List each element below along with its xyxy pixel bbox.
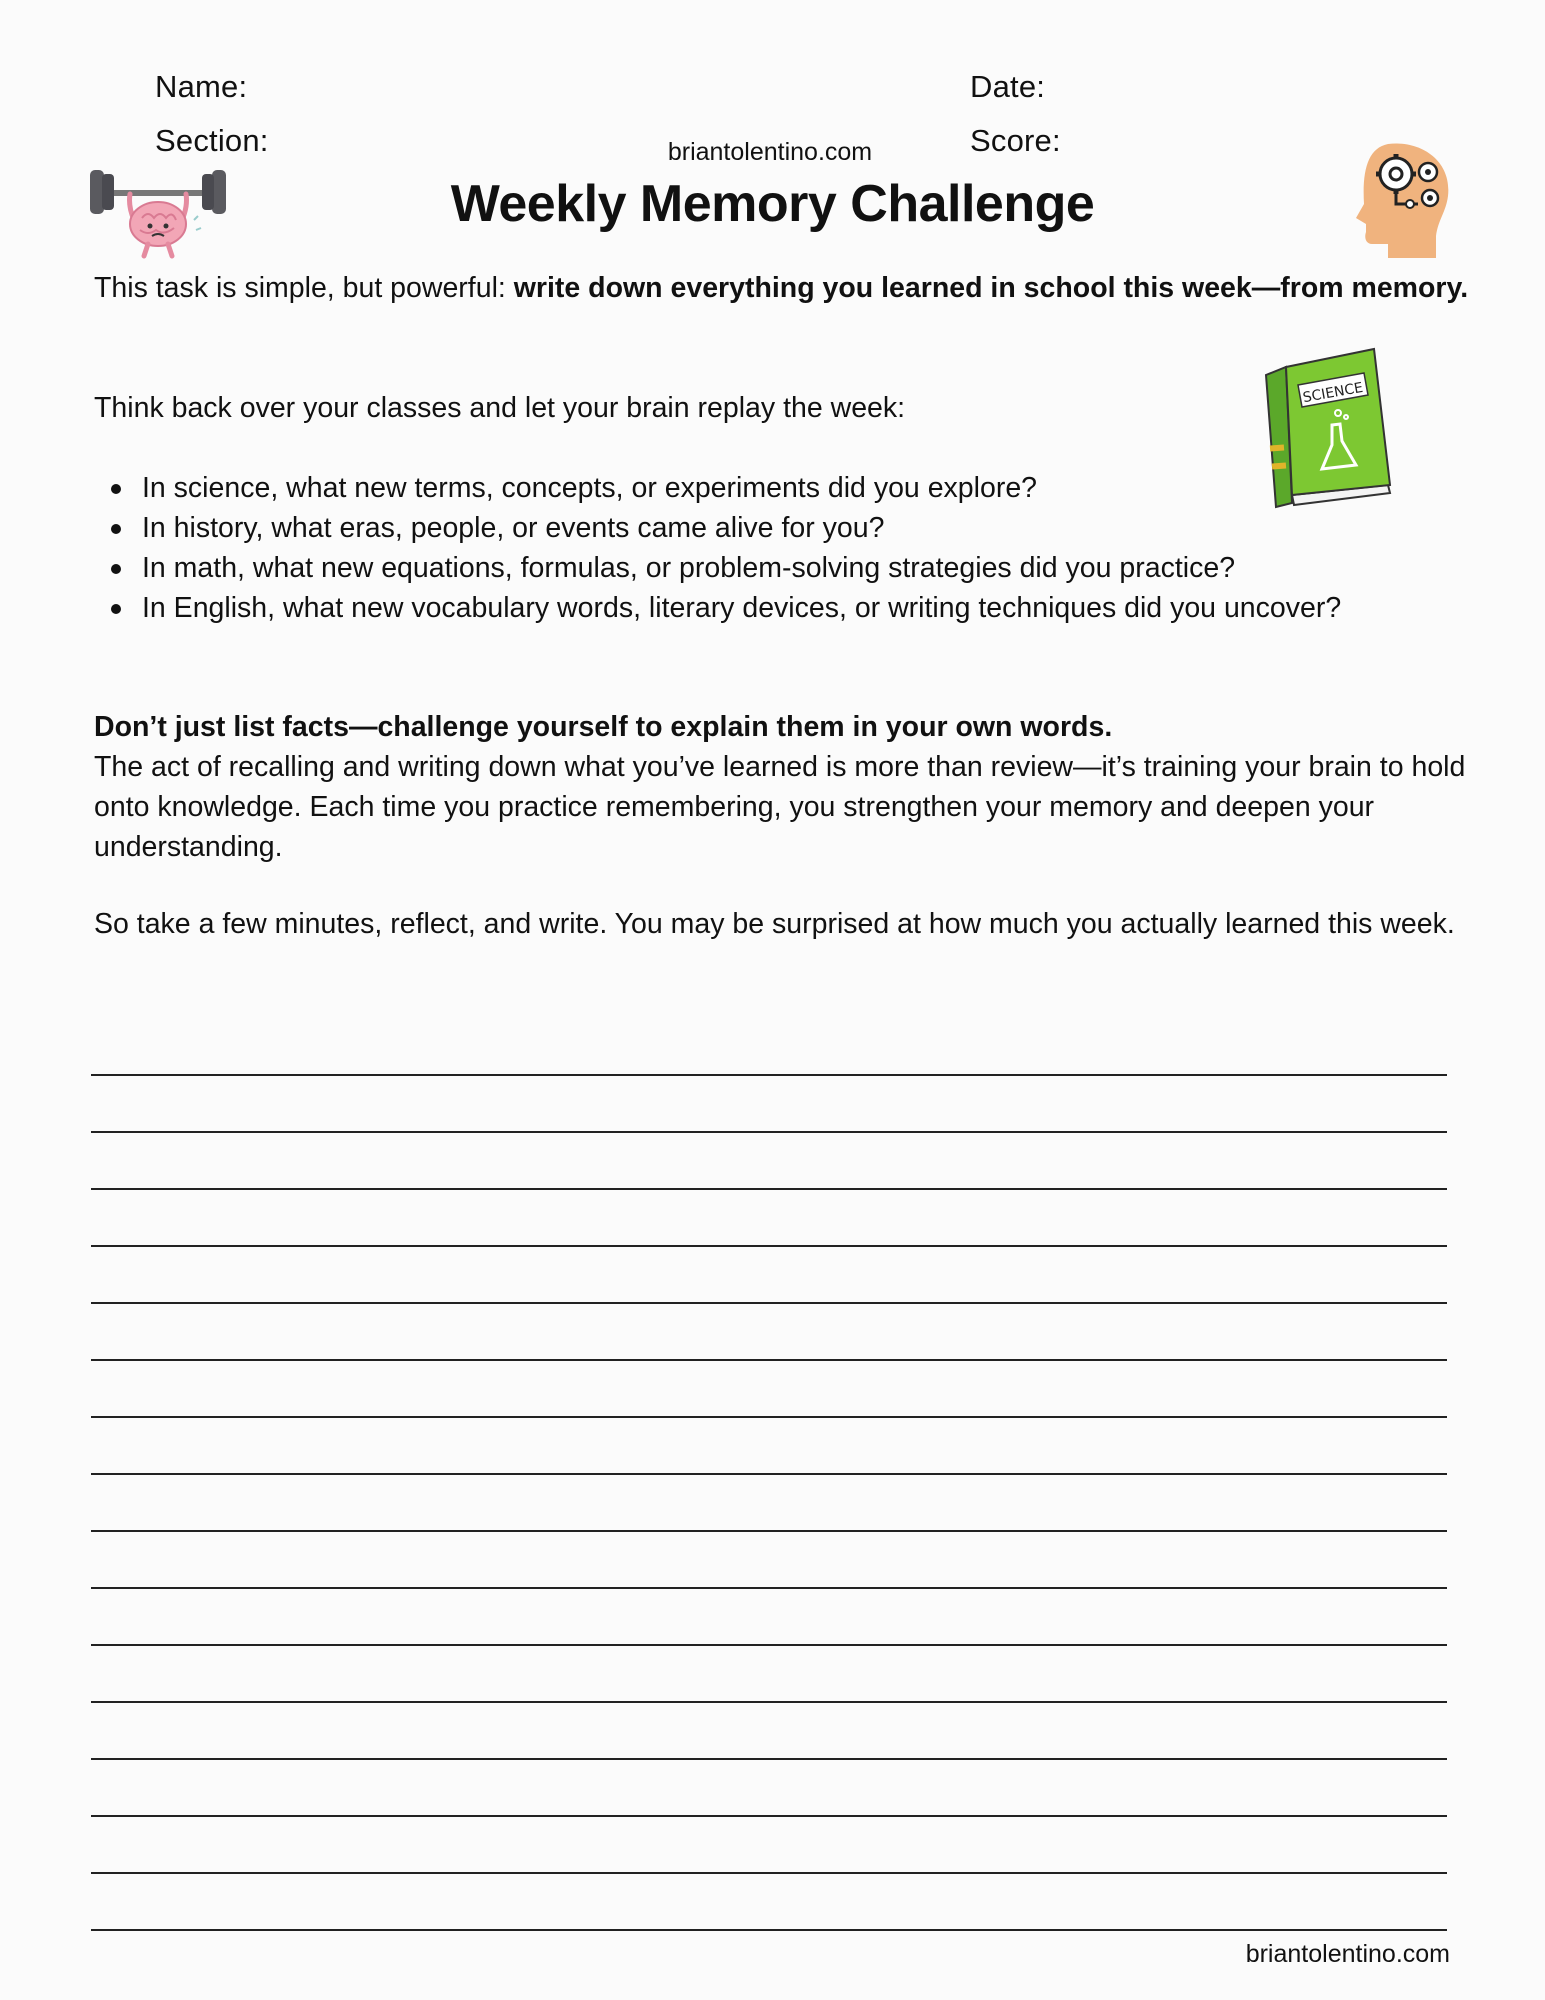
intro-text: This task is simple, but powerful:: [94, 272, 514, 304]
challenge-text: The act of recalling and writing down what you’ve learned is more than review—it’s training your brain to hold onto knowledge. Each time you practice remembering, you strengthen your memory and deepen your understanding.: [94, 751, 1466, 863]
site-url-header: briantolentino.com: [667, 138, 873, 166]
writing-line[interactable]: [91, 1589, 1447, 1646]
writing-line[interactable]: [91, 1646, 1447, 1703]
writing-line[interactable]: [91, 1760, 1447, 1817]
writing-line[interactable]: [91, 1874, 1447, 1931]
writing-line[interactable]: [91, 1190, 1447, 1247]
writing-line[interactable]: [91, 1418, 1447, 1475]
name-label: Name:: [155, 69, 248, 104]
challenge-paragraph: [94, 707, 1474, 867]
writing-line[interactable]: [91, 1703, 1447, 1760]
head-with-gears-icon: [1348, 140, 1456, 260]
writing-line[interactable]: [91, 1475, 1447, 1532]
section-label: Section:: [155, 123, 269, 158]
challenge-bold: Don’t just list facts—challenge yourself to explain them in your own words.: [94, 711, 1113, 743]
list-item: In history, what eras, people, or events came alive for you?: [94, 508, 1424, 548]
page-title: Weekly Memory Challenge: [450, 175, 1095, 233]
writing-area[interactable]: [91, 1019, 1447, 1931]
list-item: In science, what new terms, concepts, or experiments did you explore?: [94, 468, 1424, 508]
writing-line[interactable]: [91, 1361, 1447, 1418]
writing-line[interactable]: [91, 1304, 1447, 1361]
brain-lifting-weights-icon: [88, 160, 228, 260]
closing-paragraph: So take a few minutes, reflect, and write. You may be surprised at how much you actually learned this week.: [94, 908, 1455, 940]
book-label: SCIENCE: [1301, 379, 1365, 407]
prompt-text: Think back over your classes and let your brain replay the week:: [94, 392, 906, 424]
writing-line[interactable]: [91, 1532, 1447, 1589]
list-item: In math, what new equations, formulas, or problem-solving strategies did you practice?: [94, 548, 1424, 588]
score-label: Score:: [970, 123, 1061, 158]
intro-paragraph: [94, 268, 1474, 308]
writing-line[interactable]: [91, 1133, 1447, 1190]
writing-line[interactable]: [91, 1019, 1447, 1076]
site-url-footer: briantolentino.com: [1245, 1940, 1450, 1968]
intro-bold: write down everything you learned in school this week—from memory.: [513, 272, 1469, 304]
question-list: [94, 468, 1424, 628]
date-label: Date:: [970, 69, 1046, 104]
writing-line[interactable]: [91, 1076, 1447, 1133]
writing-line[interactable]: [91, 1247, 1447, 1304]
list-item: In English, what new vocabulary words, literary devices, or writing techniques did you uncover?: [94, 588, 1424, 628]
writing-line[interactable]: [91, 1817, 1447, 1874]
